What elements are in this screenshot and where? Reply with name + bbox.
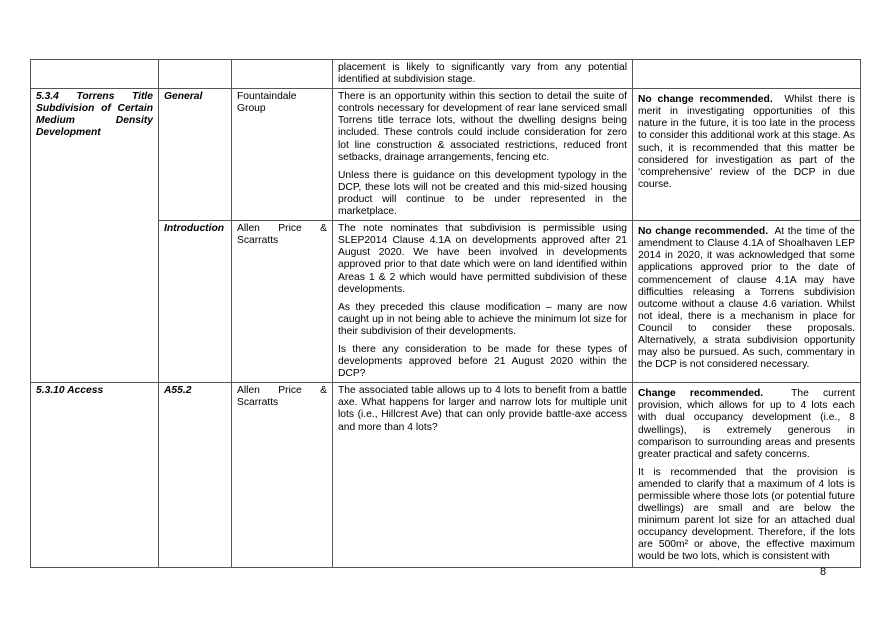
response-text <box>638 94 855 191</box>
submissions-table <box>30 59 861 568</box>
submission-cell <box>333 383 633 568</box>
submitter-cell: Allen Price & Scarratts <box>232 221 333 383</box>
reference-cell <box>159 60 232 89</box>
table-row <box>31 89 861 221</box>
recommendation-label: No change recommended. <box>638 94 773 106</box>
submission-text: placement is likely to significantly vary from any potential identified at subdivision stage. <box>338 62 627 86</box>
recommendation-label: Change recommended. <box>638 388 764 400</box>
submission-text: The associated table allows up to 4 lots to benefit from a battle axe. What happens for larger and narrow lots for multiple unit lots (i.e., Hillcrest Ave) that can only provide battle-axe access and more than 4 lots? <box>338 385 627 433</box>
submitter-cell <box>232 60 333 89</box>
response-text: It is recommended that the provision is amended to clarify that a maximum of 4 lots is permissible where those lots (or potential future dwellings) are small and are below the minimum parent lot size for an attached dual occupancy development. Therefore, if the lots are 500m² or above, the effective maximum would be two lots, which is consistent with <box>638 466 855 563</box>
submission-text: The note nominates that subdivision is permissible using SLEP2014 Clause 4.1A on developments approved after 21 August 2020. We have been involved in developments approved prior to that date which were on land identified within Areas 1 & 2 which would have permitted subdivision of these developments. <box>338 223 627 295</box>
page-number: 8 <box>820 566 827 578</box>
response-body: Whilst there is merit in investigating opportunities of this nature in the future, it is too late in the process to consider this additional work at this stage. As such, it is recommended that this matter be considered for investigation as part of the ‘comprehensive’ review of the DCP in due course. <box>638 94 855 190</box>
section-cell: 5.3.4 Torrens Title Subdivision of Certain Medium Density Development <box>31 89 159 383</box>
submission-text: Unless there is guidance on this development typology in the DCP, these lots will not be created and this mid-sized housing product will continue to be under represented in the marketplace. <box>338 169 627 218</box>
response-cell <box>633 383 861 568</box>
table-row <box>31 60 861 89</box>
submission-cell <box>333 221 633 383</box>
submitter-cell: Fountaindale Group <box>232 89 333 221</box>
section-cell <box>31 60 159 89</box>
response-cell <box>633 221 861 383</box>
submission-text: There is an opportunity within this section to detail the suite of controls necessary for development of rear lane serviced small Torrens title terrace lots, without the dwelling designs being included. These controls could include consideration for zero lot line construction & associated restrictions, reduced front setbacks, drainage arrangements, fencing etc. <box>338 91 627 163</box>
reference-cell: Introduction <box>159 221 232 383</box>
reference-cell: General <box>159 89 232 221</box>
response-body: At the time of the amendment to Clause 4.1A of Shoalhaven LEP 2014 in 2020, it was acknowledged that some applications approved prior to the date of commencement of clause 4.1A may have difficulties releasing a Torrens subdivision outcome without a clause 4.6 variation. Whilst not ideal, there is a mechanism in place for Council to consider these proposals. Alternatively, a strata subdivision opportunity may also be pursued. As such, commentary in the DCP is not considered necessary. <box>638 226 855 371</box>
response-text <box>638 388 855 461</box>
table-row <box>31 383 861 568</box>
section-cell: 5.3.10 Access <box>31 383 159 568</box>
submission-text: As they preceded this clause modification – many are now caught up in not being able to achieve the minimum lot size for their subdivision of their developments. <box>338 301 627 337</box>
recommendation-label: No change recommended. <box>638 226 769 238</box>
submission-cell <box>333 60 633 89</box>
submitter-cell: Allen Price & Scarratts <box>232 383 333 568</box>
reference-cell: A55.2 <box>159 383 232 568</box>
submission-text: Is there any consideration to be made for these types of developments approved before 21 August 2020 within the DCP? <box>338 343 627 380</box>
response-text <box>638 226 855 371</box>
response-cell <box>633 60 861 89</box>
response-body: The current provision, which allows for up to 4 lots each with dual occupancy development (i.e., 8 dwellings), is extremely generous in comparison to surrounding areas and presents greater practical and safety concerns. <box>638 388 855 460</box>
submission-cell <box>333 89 633 221</box>
response-cell <box>633 89 861 221</box>
